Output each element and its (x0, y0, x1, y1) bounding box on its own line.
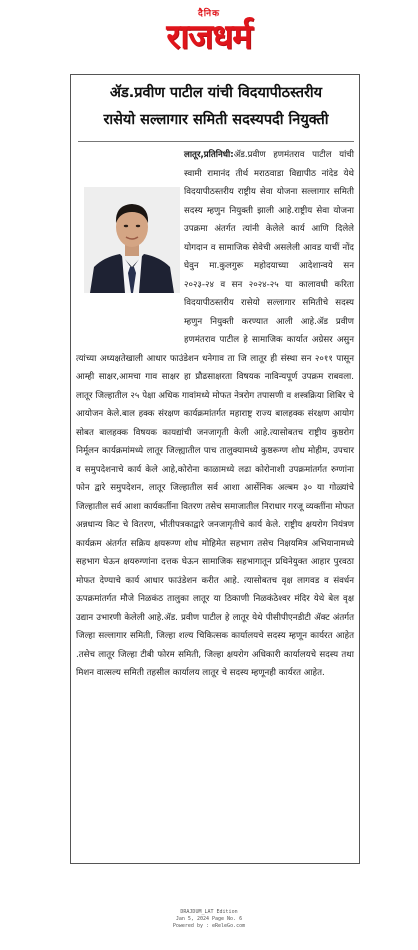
byline: लातूर,प्रतिनिधी: (184, 150, 234, 160)
article-body-text: ॲड.प्रवीण हणमंतराव पाटील यांची स्वामी रामानंद तीर्थ मराठवाडा विद्यापीठ नांदेड येथे विदयापीठस्तरीय राष्ट्रीय सेवा योजना सल्लागार समिती सदस्य म्हणुन नियुक्ती झाली आहे.राष्ट्रीय सेवा योजना उपक्रमा अंतर्गत त्यांनी केलेले कार्य आणि दिलेले योगदान व सामाजिक सेवेची असलेली आवड याचीं नोंद घेवुन मा.कुलगुरू महोदयाच्या आदेशान्वये सन २०२३-२४ व सन २०२४-२५ या कालावधी करिता विदयापीठस्तरीय रासेयो सल्लागार समितीचे सदस्य म्हणुन नियुक्ती करण्यात आली आहे.ॲड प्रवीण हणमंतराव पाटील हे सामाजिक कार्यात अग्रेसर असुन त्यांच्या अध्यक्षतेखाली आधार फाउंडेशन धनेगाव ता जि लातूर ही संस्था सन २०११ पासून आम्ही साक्षर,आमचा गाव साक्षर हा प्रौढसाक्षरता विषयक नाविन्यपूर्ण उपक्रम राबवला. लातूर जिल्हातील २५ पेक्षा अधिक गावांमध्ये मोफत नेत्ररोग तपासणी व शस्त्रक्रिया शिबिर चे आयोजन केले.बाल हक्क संरक्षण कार्यक्रमांतर्गत महाराष्ट्र राज्य बालहक्क संरक्षण आयोग सोबत बालहक्क विषयक कायद्यांची जनजागृती केली आहे.त्यासोबतच राष्ट्रीय कुष्ठरोग निर्मूलन कार्यक्रमांमध्ये लातूर जिल्ह्यातील पाच तालुक्यामध्ये कुष्ठरूग्ण शोध मोहीम, उपचार व समुपदेशनाचे कार्य केले आहे,कोरोना काळामध्ये लढा कोरोनाशी उपक्रमांतर्गत रुग्णांना फोन द्वारे समुपदेशन, लातूर जिल्हातील सर्व आशा आर्सेनिक अल्बम ३० या गोळ्यांचे जिल्हातील सर्व आशा कार्यकर्तीना वितरण तसेच समाजातील निराधार गरजू व्यक्तींना मोफत अन्नधान्य किट चे वितरण, भीतीपत्रकाद्वारे जनजागृतीचे कार्य केले. राष्ट्रीय क्षयरोग नियंत्रण कार्यक्रम अंतर्गत सक्रिय क्षयरूग्ण शोध मोहिमेत सहभाग तसेच निक्षयमित्र अभियानामध्ये सहभाग घेऊन क्षयरुग्णांना दत्तक घेऊन सामाजिक सहभागातून प्रथिनेयुक्त आहार पुरवठा मोफत देण्याचे कार्य आधार फाउंडेशन करीत आहे. त्यासोबतच वृक्ष लागवड व संवर्धन ऊपक्रमांतर्गत मौजे निळकंठ तालुका लातूर या ठिकाणी निळकंठेश्वर मंदिर येथे बेल वृक्ष उद्यान उभारणी केलेली आहे.ॲड. प्रवीण पाटील हे लातूर येथे पीसीपीएनडीटी ॲक्ट अंतर्गत जिल्हा सल्लागार समिती, जिल्हा शल्य चिकित्सक कार्यालयचे सदस्य म्हणून कार्यरत आहेत .तसेच लातूर जिल्हा टीबी फोरम समिती, जिल्हा क्षयरोग अधिकारी कार्यालयचे सदस्य तथा मिशन वात्सल्य समिती तहसील कार्यालय लातूर चे सदस्य म्हणूनही कार्यरत आहेत. (76, 150, 354, 678)
headline-line-1: ॲड.प्रवीण पाटील यांची विदयापीठस्तरीय (109, 85, 323, 101)
photo-spacer (76, 183, 184, 349)
masthead-logo: राजधर्म (166, 17, 252, 57)
edition-footer (0, 909, 418, 930)
footer-powered-by: Powered by : eReleGo.com (172, 923, 246, 929)
headline-line-2: रासेयो सल्लागार समिती सदस्यपदी नियुक्ती (103, 112, 329, 128)
article-headline (78, 80, 354, 134)
article-body (76, 146, 354, 683)
footer-edition: DRAJDUM_LAT Edition (180, 909, 238, 915)
headline-divider (78, 141, 354, 142)
masthead-daily-label: दैनिक (197, 9, 221, 19)
masthead (0, 0, 418, 62)
footer-date-page: Jan 5, 2024 Page No. 6 (175, 916, 243, 922)
